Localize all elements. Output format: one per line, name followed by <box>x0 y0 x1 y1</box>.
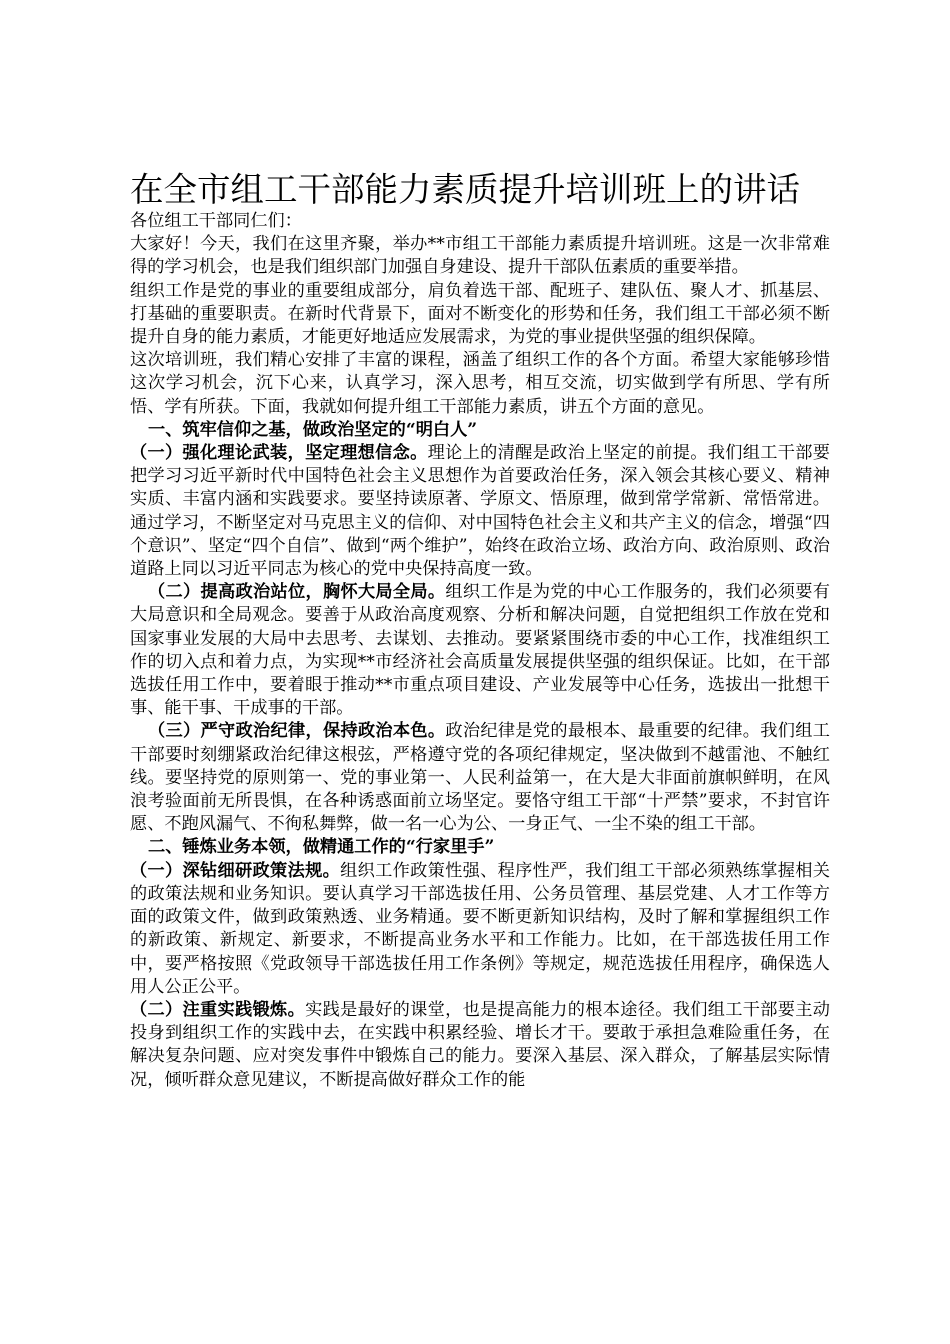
paragraph <box>130 860 830 999</box>
paragraph-lead: （二）提高政治站位，胸怀大局全局。 <box>148 582 446 603</box>
paragraph <box>130 720 830 836</box>
paragraph-text: 组织工作是党的事业的重要组成部分，肩负着选干部、配班子、建队伍、聚人才、抓基层、打基础的重要职责。在新时代背景下，面对不断变化的形势和任务，我们组工干部必须不断提升自身的能力素质，才能更好地适应发展需求，为党的事业提供坚强的组织保障。 <box>130 280 830 348</box>
paragraph <box>130 349 830 419</box>
paragraph-lead: （三）严守政治纪律，保持政治本色。 <box>148 721 446 742</box>
greeting: 各位组工干部同仁们： <box>130 211 302 231</box>
paragraph-lead: （一）深钻细研政策法规。 <box>130 860 341 881</box>
paragraph-text: 实践是最好的课堂，也是提高能力的根本途径。我们组工干部要主动投身到组织工作的实践中去，在实践中积累经验、增长才干。要敢于承担急难险重任务，在解决复杂问题、应对突发事件中锻炼自己的能力。要深入基层、深入群众，了解基层实际情况，倾听群众意见建议，不断提高做好群众工作的能 <box>130 999 830 1090</box>
paragraph-text: 理论上的清醒是政治上坚定的前提。我们组工干部要把学习习近平新时代中国特色社会主义思想作为首要政治任务，深入领会其核心要义、精神实质、丰富内涵和实践要求。要坚持读原著、学原文、悟原理，做到常学常新、常悟常进。通过学习，不断坚定对马克思主义的信仰、对中国特色社会主义和共产主义的信念，增强“四个意识”、坚定“四个自信”、做到“两个维护”，始终在政治立场、政治方向、政治原则、政治道路上同以习近平同志为核心的党中央保持高度一致。 <box>130 443 830 580</box>
paragraph <box>130 280 830 350</box>
section-heading: 一、筑牢信仰之基，做政治坚定的“明白人” <box>148 419 478 440</box>
paragraph <box>130 233 830 279</box>
paragraph-lead: （二）注重实践锻炼。 <box>130 999 306 1020</box>
paragraph-text: 政治纪律是党的最根本、最重要的纪律。我们组工干部要时刻绷紧政治纪律这根弦，严格遵守党的各项纪律规定，坚决做到不越雷池、不触红线。要坚持党的原则第一、党的事业第一、人民利益第一，在大是大非面前旗帜鲜明，在风浪考验面前无所畏惧，在各种诱惑面前立场坚定。要恪守组工干部“十严禁”要求，不封官许愿、不跑风漏气、不徇私舞弊，做一名一心为公、一身正气、一尘不染的组工干部。 <box>130 721 830 835</box>
document-title: 在全市组工干部能力素质提升培训班上的讲话 <box>130 170 800 209</box>
paragraph-text: 组织工作政策性强、程序性严，我们组工干部必须熟练掌握相关的政策法规和业务知识。要认真学习干部选拔任用、公务员管理、基层党建、人才工作等方面的政策文件，做到政策熟透、业务精通。要不断更新知识结构，及时了解和掌握组织工作的新政策、新规定、新要求，不断提高业务水平和工作能力。比如，在干部选拔任用工作中，要严格按照《党政领导干部选拔任用工作条例》等规定，规范选拔任用程序，确保选人用人公正公平。 <box>130 860 830 997</box>
paragraph <box>130 999 830 1092</box>
paragraph-lead: （一）强化理论武装，坚定理想信念。 <box>130 443 428 464</box>
section-heading: 二、锤炼业务本领，做精通工作的“行家里手” <box>148 837 495 858</box>
document-body <box>130 210 830 1092</box>
paragraph <box>130 442 830 581</box>
paragraph <box>130 581 830 720</box>
paragraph-text: 大家好！今天，我们在这里齐聚，举办**市组工干部能力素质提升培训班。这是一次非常难得的学习机会，也是我们组织部门加强自身建设、提升干部队伍素质的重要举措。 <box>130 234 830 278</box>
paragraph-text: 这次培训班，我们精心安排了丰富的课程，涵盖了组织工作的各个方面。希望大家能够珍惜这次学习机会，沉下心来，认真学习，深入思考，相互交流，切实做到学有所思、学有所悟、学有所获。下面，我就如何提升组工干部能力素质，讲五个方面的意见。 <box>130 350 830 417</box>
paragraph-text: 组织工作是为党的中心工作服务的，我们必须要有大局意识和全局观念。要善于从政治高度观察、分析和解决问题，自觉把组织工作放在党和国家事业发展的大局中去思考、去谋划、去推动。要紧紧围绕市委的中心工作，找准组织工作的切入点和着力点，为实现**市经济社会高质量发展提供坚强的组织保证。比如，在干部选拔任用工作中，要着眼于推动**市重点项目建设、产业发展等中心任务，选拔出一批想干事、能干事、干成事的干部。 <box>130 582 830 719</box>
